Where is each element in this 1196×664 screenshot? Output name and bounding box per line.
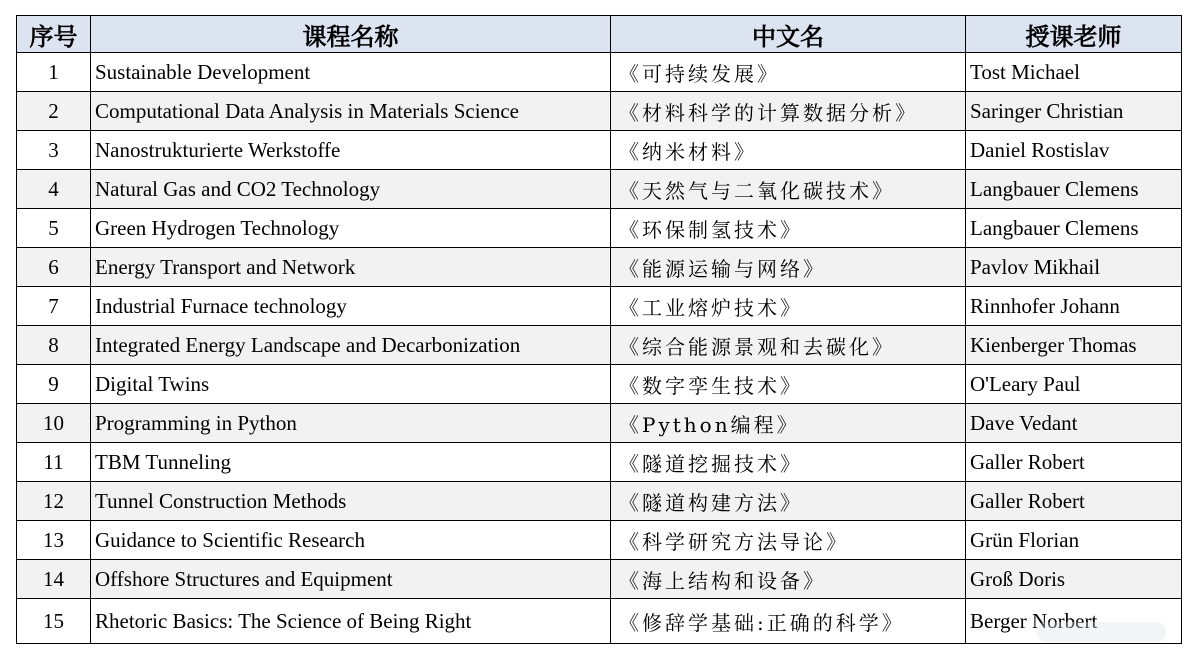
course-chinese-name: 《隧道构建方法》 [611, 482, 966, 521]
course-teacher: Galler Robert [966, 443, 1182, 482]
table-row [17, 209, 1182, 248]
course-name: Computational Data Analysis in Materials Science [91, 92, 611, 131]
course-teacher: Grün Florian [966, 521, 1182, 560]
table-row [17, 248, 1182, 287]
course-name: Guidance to Scientific Research [91, 521, 611, 560]
course-chinese-name: 《综合能源景观和去碳化》 [611, 326, 966, 365]
table-row [17, 443, 1182, 482]
course-chinese-name: 《Python编程》 [611, 404, 966, 443]
row-number: 1 [17, 53, 91, 92]
course-name: Rhetoric Basics: The Science of Being Right [91, 599, 611, 644]
row-number: 2 [17, 92, 91, 131]
course-chinese-name: 《能源运输与网络》 [611, 248, 966, 287]
course-chinese-name: 《纳米材料》 [611, 131, 966, 170]
header-number: 序号 [17, 16, 91, 53]
row-number: 15 [17, 599, 91, 644]
course-teacher: Tost Michael [966, 53, 1182, 92]
course-teacher: Kienberger Thomas [966, 326, 1182, 365]
course-name: Nanostrukturierte Werkstoffe [91, 131, 611, 170]
course-table [16, 15, 1182, 644]
header-chinese-name: 中文名 [611, 16, 966, 53]
course-name: TBM Tunneling [91, 443, 611, 482]
table-row [17, 131, 1182, 170]
course-teacher: Dave Vedant [966, 404, 1182, 443]
header-course-name: 课程名称 [91, 16, 611, 53]
row-number: 14 [17, 560, 91, 599]
course-teacher: Groß Doris [966, 560, 1182, 599]
table-row [17, 521, 1182, 560]
course-chinese-name: 《材料科学的计算数据分析》 [611, 92, 966, 131]
table-row [17, 404, 1182, 443]
course-chinese-name: 《工业熔炉技术》 [611, 287, 966, 326]
course-teacher: Langbauer Clemens [966, 209, 1182, 248]
row-number: 11 [17, 443, 91, 482]
course-chinese-name: 《修辞学基础:正确的科学》 [611, 599, 966, 644]
course-teacher: Langbauer Clemens [966, 170, 1182, 209]
row-number: 10 [17, 404, 91, 443]
watermark-logo [1036, 622, 1166, 642]
course-chinese-name: 《天然气与二氧化碳技术》 [611, 170, 966, 209]
header-teacher: 授课老师 [966, 16, 1182, 53]
course-teacher: Daniel Rostislav [966, 131, 1182, 170]
course-chinese-name: 《海上结构和设备》 [611, 560, 966, 599]
course-teacher: Galler Robert [966, 482, 1182, 521]
row-number: 13 [17, 521, 91, 560]
course-name: Industrial Furnace technology [91, 287, 611, 326]
course-chinese-name: 《环保制氢技术》 [611, 209, 966, 248]
table-row [17, 92, 1182, 131]
row-number: 4 [17, 170, 91, 209]
table-row [17, 287, 1182, 326]
course-name: Energy Transport and Network [91, 248, 611, 287]
table-row [17, 599, 1182, 644]
course-name: Offshore Structures and Equipment [91, 560, 611, 599]
row-number: 8 [17, 326, 91, 365]
table-row [17, 326, 1182, 365]
course-teacher: O'Leary Paul [966, 365, 1182, 404]
course-teacher: Pavlov Mikhail [966, 248, 1182, 287]
course-name: Integrated Energy Landscape and Decarbonization [91, 326, 611, 365]
table-row [17, 170, 1182, 209]
course-chinese-name: 《可持续发展》 [611, 53, 966, 92]
course-teacher: Rinnhofer Johann [966, 287, 1182, 326]
course-teacher: Saringer Christian [966, 92, 1182, 131]
row-number: 7 [17, 287, 91, 326]
row-number: 9 [17, 365, 91, 404]
table-row [17, 53, 1182, 92]
row-number: 5 [17, 209, 91, 248]
course-name: Programming in Python [91, 404, 611, 443]
course-name: Sustainable Development [91, 53, 611, 92]
table-row [17, 560, 1182, 599]
course-name: Digital Twins [91, 365, 611, 404]
course-table-container [16, 15, 1182, 644]
course-chinese-name: 《隧道挖掘技术》 [611, 443, 966, 482]
header-row [17, 16, 1182, 53]
row-number: 12 [17, 482, 91, 521]
course-name: Green Hydrogen Technology [91, 209, 611, 248]
course-name: Tunnel Construction Methods [91, 482, 611, 521]
course-chinese-name: 《科学研究方法导论》 [611, 521, 966, 560]
course-rows [17, 53, 1182, 644]
course-chinese-name: 《数字孪生技术》 [611, 365, 966, 404]
table-row [17, 365, 1182, 404]
row-number: 6 [17, 248, 91, 287]
course-name: Natural Gas and CO2 Technology [91, 170, 611, 209]
row-number: 3 [17, 131, 91, 170]
course-teacher: Berger Norbert [966, 599, 1182, 644]
table-row [17, 482, 1182, 521]
